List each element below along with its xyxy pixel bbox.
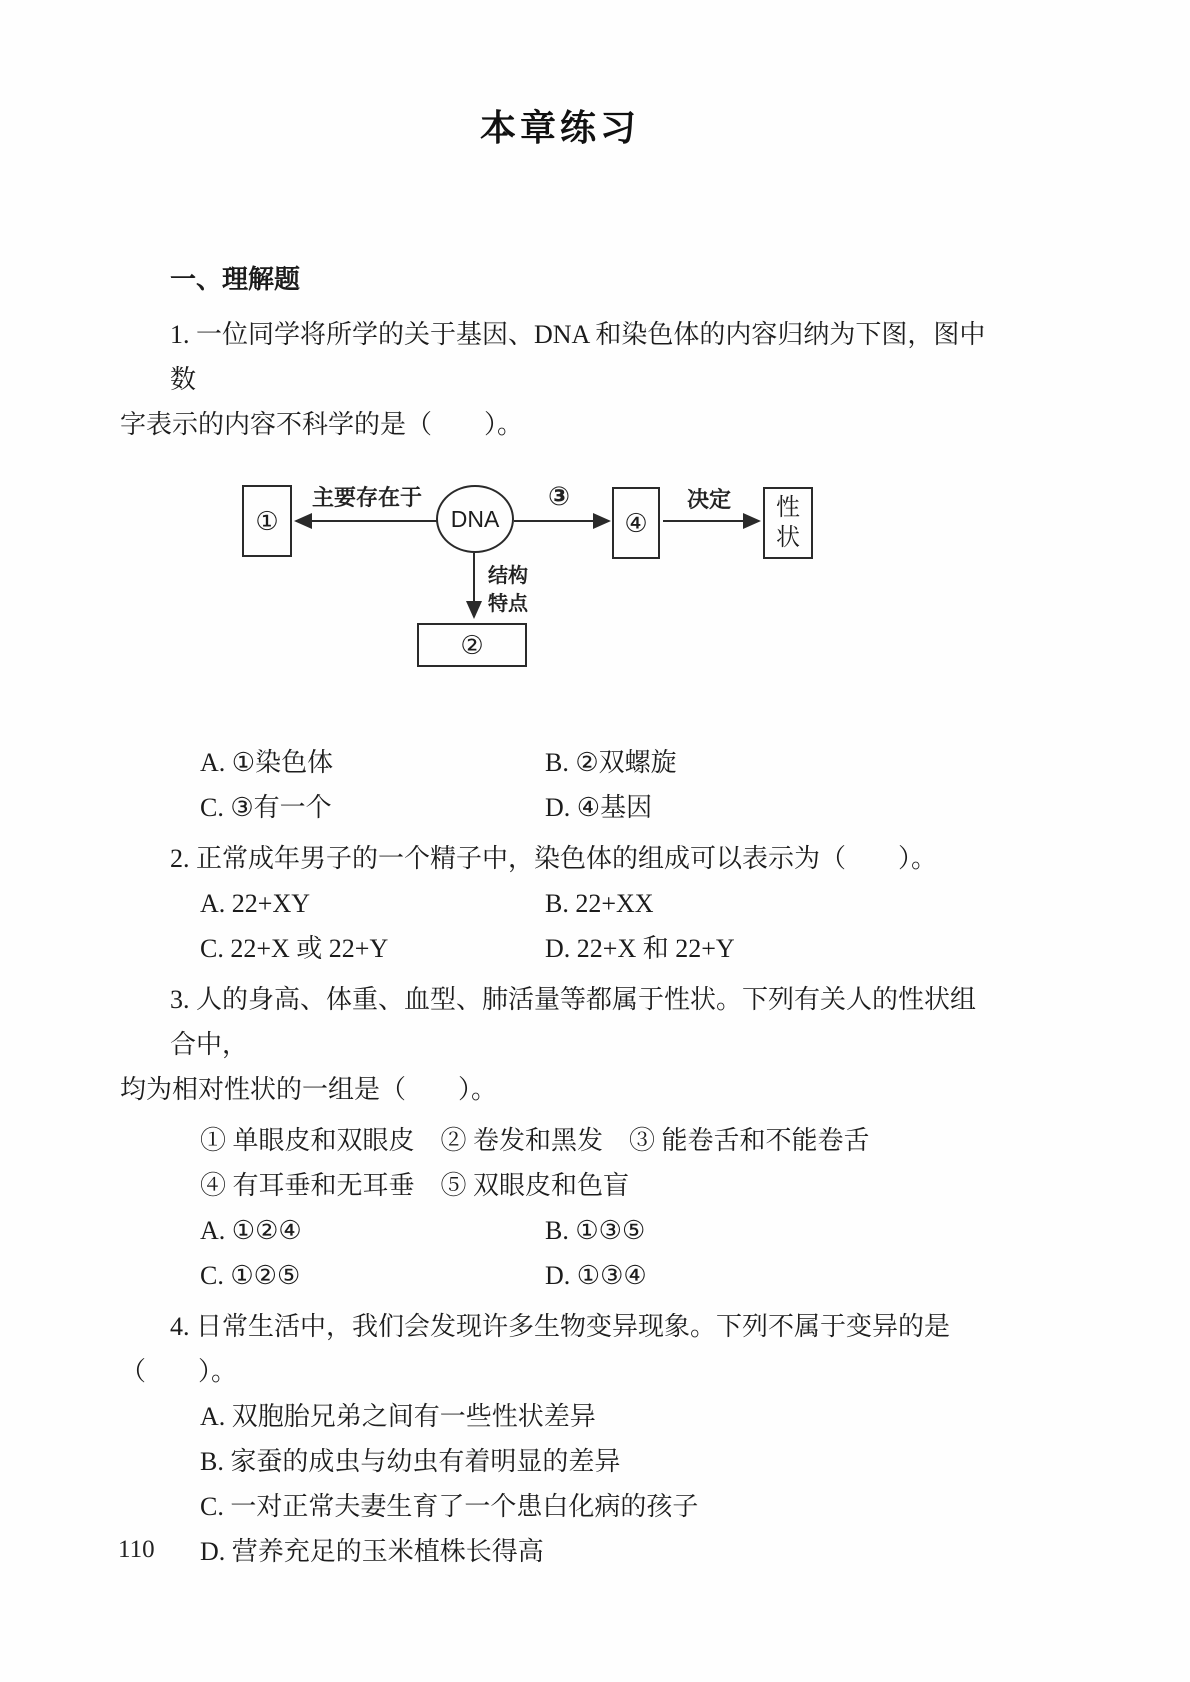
diagram-dna-node: DNA — [436, 485, 514, 553]
q1-option-a: A. ①染色体 — [200, 748, 334, 777]
question-4 — [120, 1304, 1000, 1574]
page-content — [120, 0, 1000, 1574]
q3-option-c: C. ①②⑤ — [200, 1261, 301, 1290]
q1-stem-line1: 1. 一位同学将所学的关于基因、DNA 和染色体的内容归纳为下图，图中数 — [170, 320, 986, 394]
q2-options — [120, 881, 1000, 971]
q3-option-d: D. ①③④ — [545, 1261, 647, 1290]
diagram-label-three: ③ — [548, 481, 571, 511]
q1-option-d: D. ④基因 — [545, 793, 653, 822]
diagram-trait-text — [776, 493, 800, 553]
section-heading: 一、理解题 — [170, 264, 301, 294]
q3-option-a: A. ①②④ — [200, 1216, 302, 1245]
q4-option-b: B. 家蚕的成虫与幼虫有着明显的差异 — [200, 1447, 621, 1476]
q3-items-line1: ① 单眼皮和双眼皮 ② 卷发和黑发 ③ 能卷舌和不能卷舌 — [200, 1126, 870, 1155]
q1-stem-line2: 字表示的内容不科学的是（ ）。 — [120, 410, 524, 439]
q1-options — [120, 740, 1000, 830]
trait-char-2: 状 — [776, 524, 800, 551]
diagram-box-1: ① — [242, 485, 292, 557]
diagram-label-structure-1: 结构 — [488, 565, 528, 587]
diagram-label-exists-in: 主要存在于 — [312, 485, 423, 510]
q4-option-c: C. 一对正常夫妻生育了一个患白化病的孩子 — [200, 1492, 699, 1521]
q4-option-d: D. 营养充足的玉米植株长得高 — [200, 1537, 544, 1566]
diagram-label-structure-2: 特点 — [488, 593, 528, 615]
page-title: 本章练习 — [479, 107, 640, 148]
question-3 — [120, 977, 1000, 1298]
diagram-label-decide: 决定 — [687, 487, 732, 512]
question-1 — [120, 312, 1000, 830]
q4-option-a: A. 双胞胎兄弟之间有一些性状差异 — [200, 1402, 596, 1431]
q1-option-c: C. ③有一个 — [200, 793, 332, 822]
q4-stem-line1: 4. 日常生活中，我们会发现许多生物变异现象。下列不属于变异的是 — [170, 1312, 951, 1341]
q3-stem-line1: 3. 人的身高、体重、血型、肺活量等都属于性状。下列有关人的性状组合中， — [170, 985, 977, 1059]
q3-options — [120, 1208, 1000, 1298]
q3-items-line2: ④ 有耳垂和无耳垂 ⑤ 双眼皮和色盲 — [200, 1171, 630, 1200]
q1-diagram — [120, 475, 1000, 710]
q1-option-b: B. ②双螺旋 — [545, 748, 677, 777]
q4-stem-line2: （ ）。 — [120, 1357, 238, 1386]
q2-stem: 2. 正常成年男子的一个精子中，染色体的组成可以表示为（ ）。 — [170, 844, 938, 873]
page-number: 110 — [118, 1536, 155, 1563]
q2-option-a: A. 22+XY — [200, 889, 310, 918]
q2-option-c: C. 22+X 或 22+Y — [200, 934, 389, 963]
q2-option-d: D. 22+X 和 22+Y — [545, 934, 735, 963]
q4-options — [120, 1394, 1000, 1574]
q2-option-b: B. 22+XX — [545, 889, 654, 918]
diagram-box-trait — [763, 487, 813, 559]
trait-char-1: 性 — [776, 494, 800, 521]
q3-option-b: B. ①③⑤ — [545, 1216, 646, 1245]
diagram-box-2: ② — [417, 623, 527, 667]
q3-stem-line2: 均为相对性状的一组是（ ）。 — [120, 1075, 498, 1104]
question-2 — [120, 836, 1000, 971]
diagram-box-4: ④ — [612, 487, 660, 559]
